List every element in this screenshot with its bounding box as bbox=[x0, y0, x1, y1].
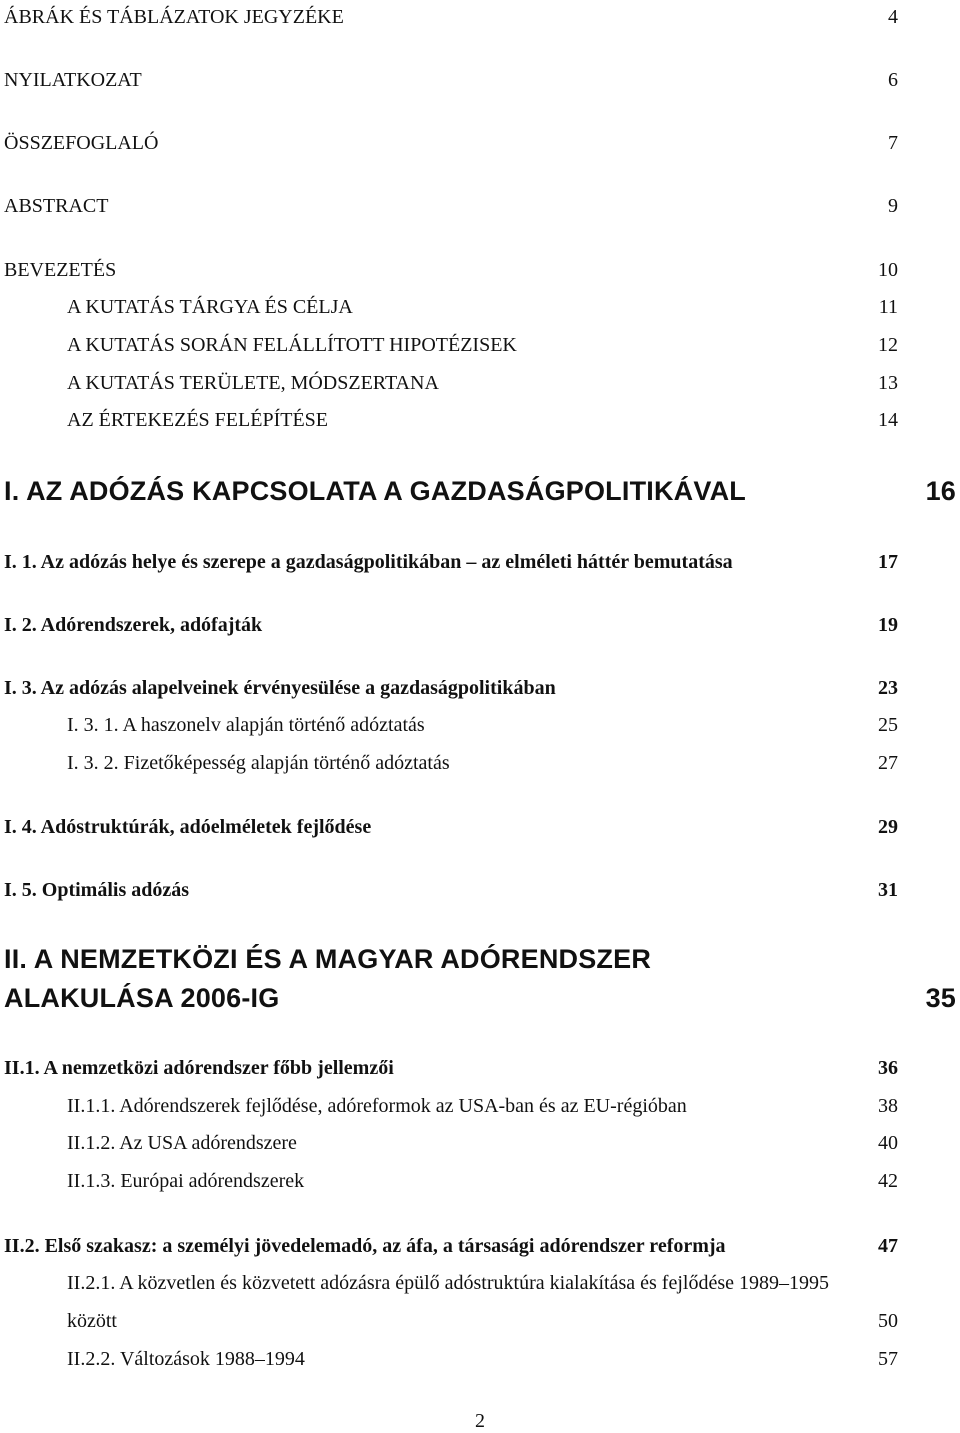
toc-entry-i-2[interactable] bbox=[0, 614, 960, 654]
toc-entry-page: 6 bbox=[888, 69, 898, 91]
toc-entry-page: 11 bbox=[878, 296, 898, 318]
toc-entry-ii-2-1-cont[interactable] bbox=[0, 1310, 960, 1350]
toc-entry-ii-2[interactable] bbox=[0, 1235, 960, 1275]
toc-entry-page: 36 bbox=[878, 1057, 898, 1079]
toc-entry-page: 47 bbox=[878, 1235, 898, 1257]
toc-entry-abrak[interactable] bbox=[0, 6, 960, 46]
toc-entry-ii-1-1[interactable] bbox=[0, 1095, 960, 1135]
toc-entry-title: II.1. A nemzetközi adórendszer főbb jellemzői bbox=[4, 1057, 394, 1079]
toc-entry-page: 7 bbox=[888, 132, 898, 154]
toc-entry-title-line-1: II.2.1. A közvetlen és közvetett adózásra épülő adóstruktúra kialakítása és fejlődése 1989–1995 bbox=[67, 1272, 829, 1294]
toc-entry-page: 12 bbox=[878, 334, 898, 356]
toc-entry-title: AZ ÉRTEKEZÉS FELÉPÍTÉSE bbox=[67, 409, 328, 431]
toc-entry-page: 25 bbox=[878, 714, 898, 736]
toc-entry-title: I. 3. Az adózás alapelveinek érvényesülése a gazdaságpolitikában bbox=[4, 677, 556, 699]
page-number: 2 bbox=[475, 1410, 485, 1432]
chapter-title-line-1: II. A NEMZETKÖZI ÉS A MAGYAR ADÓRENDSZER bbox=[4, 944, 652, 974]
toc-entry-bevezetes-1[interactable] bbox=[0, 296, 960, 336]
toc-entry-i-3-1[interactable] bbox=[0, 714, 960, 754]
toc-entry-title: A KUTATÁS SORÁN FELÁLLÍTOTT HIPOTÉZISEK bbox=[67, 334, 517, 356]
toc-entry-title: I. 1. Az adózás helye és szerepe a gazdaságpolitikában – az elméleti háttér bemutatása bbox=[4, 551, 733, 573]
toc-entry-page: 42 bbox=[878, 1170, 898, 1192]
toc-entry-osszefoglalo[interactable] bbox=[0, 132, 960, 172]
toc-entry-page: 9 bbox=[888, 195, 898, 217]
toc-entry-page: 19 bbox=[878, 614, 898, 636]
toc-entry-ii-1-2[interactable] bbox=[0, 1132, 960, 1172]
toc-entry-title: I. 3. 2. Fizetőképesség alapján történő adóztatás bbox=[67, 752, 450, 774]
toc-entry-page: 38 bbox=[878, 1095, 898, 1117]
toc-entry-title: ÖSSZEFOGLALÓ bbox=[4, 132, 159, 154]
toc-chapter-2[interactable] bbox=[0, 944, 960, 984]
toc-entry-i-1[interactable] bbox=[0, 551, 960, 591]
toc-entry-abstract[interactable] bbox=[0, 195, 960, 235]
toc-entry-ii-2-1[interactable] bbox=[0, 1272, 960, 1312]
toc-entry-title: I. 3. 1. A haszonelv alapján történő adóztatás bbox=[67, 714, 425, 736]
toc-entry-bevezetes-2[interactable] bbox=[0, 334, 960, 374]
chapter-title-line-2: ALAKULÁSA 2006-IG bbox=[4, 983, 280, 1013]
toc-entry-bevezetes[interactable] bbox=[0, 259, 960, 299]
toc-entry-ii-1-3[interactable] bbox=[0, 1170, 960, 1210]
toc-entry-title: A KUTATÁS TERÜLETE, MÓDSZERTANA bbox=[67, 372, 439, 394]
toc-entry-page: 13 bbox=[878, 372, 898, 394]
toc-entry-title: II.2.2. Változások 1988–1994 bbox=[67, 1348, 305, 1370]
toc-entry-title: II.1.2. Az USA adórendszere bbox=[67, 1132, 297, 1154]
toc-entry-title: ABSTRACT bbox=[4, 195, 109, 217]
toc-entry-bevezetes-3[interactable] bbox=[0, 372, 960, 412]
toc-entry-page: 17 bbox=[878, 551, 898, 573]
toc-entry-page: 50 bbox=[878, 1310, 898, 1332]
toc-entry-ii-1[interactable] bbox=[0, 1057, 960, 1097]
toc-entry-title: BEVEZETÉS bbox=[4, 259, 117, 281]
toc-entry-page: 14 bbox=[878, 409, 898, 431]
toc-entry-i-3[interactable] bbox=[0, 677, 960, 717]
toc-entry-title: I. 2. Adórendszerek, adófajták bbox=[4, 614, 263, 636]
chapter-title: I. AZ ADÓZÁS KAPCSOLATA A GAZDASÁGPOLITIKÁVAL bbox=[4, 476, 746, 506]
toc-entry-title-line-2: között bbox=[67, 1310, 117, 1332]
toc-entry-page: 57 bbox=[878, 1348, 898, 1370]
chapter-page: 35 bbox=[925, 983, 956, 1013]
toc-entry-ii-2-2[interactable] bbox=[0, 1348, 960, 1388]
toc-chapter-1[interactable] bbox=[0, 476, 960, 516]
toc-entry-page: 10 bbox=[878, 259, 898, 281]
chapter-page: 16 bbox=[925, 476, 956, 506]
toc-entry-title: NYILATKOZAT bbox=[4, 69, 142, 91]
toc-entry-i-5[interactable] bbox=[0, 879, 960, 919]
toc-entry-bevezetes-4[interactable] bbox=[0, 409, 960, 449]
toc-entry-title: ÁBRÁK ÉS TÁBLÁZATOK JEGYZÉKE bbox=[4, 6, 344, 28]
toc-entry-i-4[interactable] bbox=[0, 816, 960, 856]
toc-chapter-2-cont[interactable] bbox=[0, 983, 960, 1023]
toc-entry-title: II.1.3. Európai adórendszerek bbox=[67, 1170, 305, 1192]
toc-entry-page: 31 bbox=[878, 879, 898, 901]
toc-entry-page: 29 bbox=[878, 816, 898, 838]
toc-entry-page: 27 bbox=[878, 752, 898, 774]
toc-entry-i-3-2[interactable] bbox=[0, 752, 960, 792]
toc-entry-title: I. 4. Adóstruktúrák, adóelméletek fejlődése bbox=[4, 816, 372, 838]
toc-entry-nyilatkozat[interactable] bbox=[0, 69, 960, 109]
toc-entry-page: 4 bbox=[888, 6, 898, 28]
toc-entry-page: 40 bbox=[878, 1132, 898, 1154]
toc-entry-title: A KUTATÁS TÁRGYA ÉS CÉLJA bbox=[67, 296, 353, 318]
toc-entry-title: II.2. Első szakasz: a személyi jövedelemadó, az áfa, a társasági adórendszer reformja bbox=[4, 1235, 726, 1257]
toc-entry-title: I. 5. Optimális adózás bbox=[4, 879, 190, 901]
toc-entry-page: 23 bbox=[878, 677, 898, 699]
toc-entry-title: II.1.1. Adórendszerek fejlődése, adóreformok az USA-ban és az EU-régióban bbox=[67, 1095, 687, 1117]
